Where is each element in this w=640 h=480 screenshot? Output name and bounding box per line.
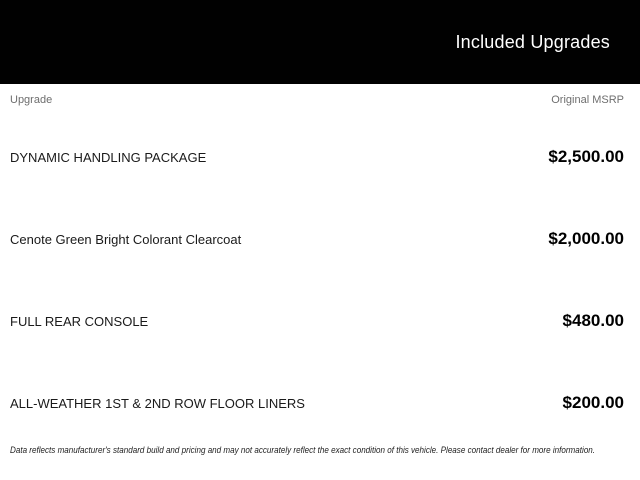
- table-row: [10, 198, 624, 280]
- upgrade-msrp: $2,500.00: [548, 147, 624, 166]
- upgrades-table: [0, 84, 640, 456]
- table-row: [10, 116, 624, 198]
- upgrade-name: Cenote Green Bright Colorant Clearcoat: [10, 231, 242, 247]
- upgrades-list: [10, 116, 624, 444]
- upgrade-msrp: $200.00: [562, 393, 624, 412]
- page-title: Included Upgrades: [455, 31, 610, 52]
- included-upgrades-header: [0, 0, 640, 84]
- table-column-headers: [10, 84, 624, 116]
- upgrade-name: ALL-WEATHER 1ST & 2ND ROW FLOOR LINERS: [10, 395, 305, 411]
- table-row: [10, 280, 624, 362]
- upgrade-name: FULL REAR CONSOLE: [10, 313, 149, 329]
- upgrade-msrp: $480.00: [562, 311, 624, 330]
- table-row: [10, 362, 624, 444]
- upgrade-msrp: $2,000.00: [548, 229, 624, 248]
- disclaimer-text: Data reflects manufacturer's standard build and pricing and may not accurately reflect the exact condition of this vehicle. Please contact dealer for more information.: [10, 445, 596, 456]
- column-header-original-msrp: Original MSRP: [551, 94, 624, 106]
- column-header-upgrade: Upgrade: [10, 94, 53, 106]
- upgrade-name: DYNAMIC HANDLING PACKAGE: [10, 149, 207, 165]
